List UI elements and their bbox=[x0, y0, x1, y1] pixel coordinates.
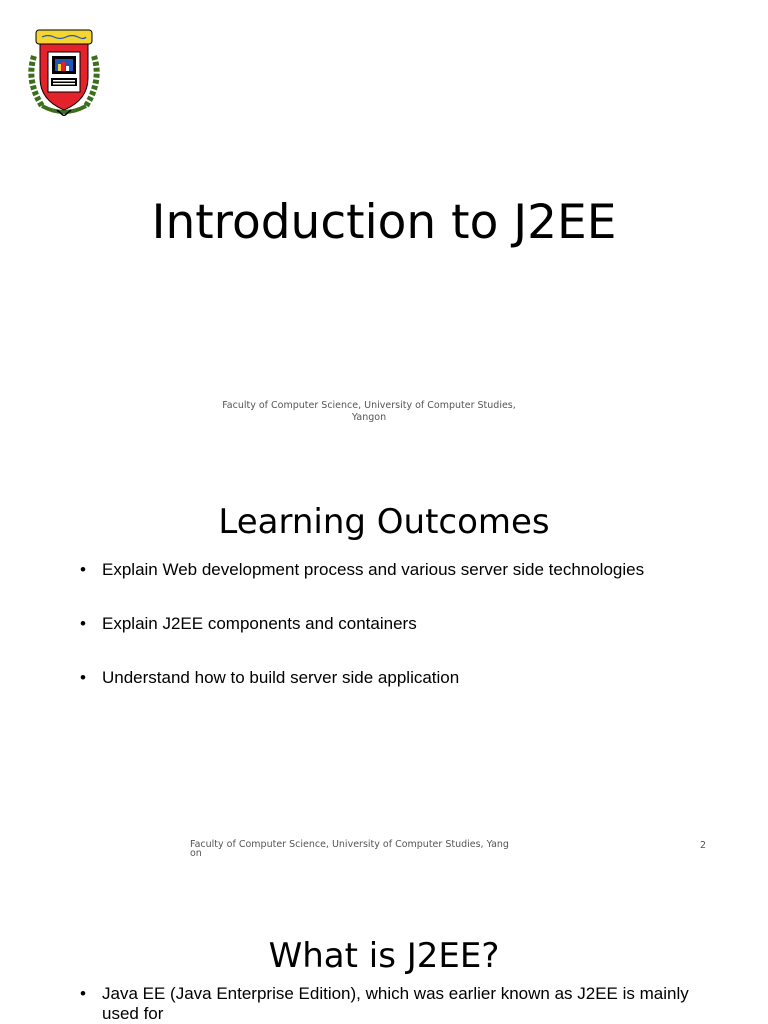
footer-line-1: Faculty of Computer Science, University of Computer Studies, bbox=[222, 400, 516, 411]
bullet-item: • Java EE (Java Enterprise Edition), which was earlier known as J2EE is mainly used for bbox=[80, 984, 700, 1024]
slide-learning-outcomes bbox=[0, 434, 768, 868]
bullet-item: • Explain Web development process and various server side technologies bbox=[80, 560, 700, 580]
slide-footer: Faculty of Computer Science, University of Computer Studies, Yangon bbox=[190, 839, 509, 859]
slide-title-text: Introduction to J2EE bbox=[151, 195, 617, 251]
page-number: 2 bbox=[700, 840, 707, 851]
university-crest-icon bbox=[24, 26, 104, 116]
bullet-item: • Understand how to build server side application bbox=[80, 668, 700, 688]
slide-footer bbox=[214, 400, 524, 424]
slide-what-is-j2ee bbox=[0, 868, 768, 1024]
slide-title bbox=[0, 0, 768, 434]
slide-title-text: Learning Outcomes bbox=[218, 502, 550, 543]
bullet-list bbox=[80, 984, 700, 1024]
footer-line-2: Yangon bbox=[351, 412, 387, 423]
bullet-item: • Explain J2EE components and containers bbox=[80, 614, 700, 634]
bullet-list bbox=[80, 560, 700, 722]
slide-title-text: What is J2EE? bbox=[268, 936, 500, 977]
